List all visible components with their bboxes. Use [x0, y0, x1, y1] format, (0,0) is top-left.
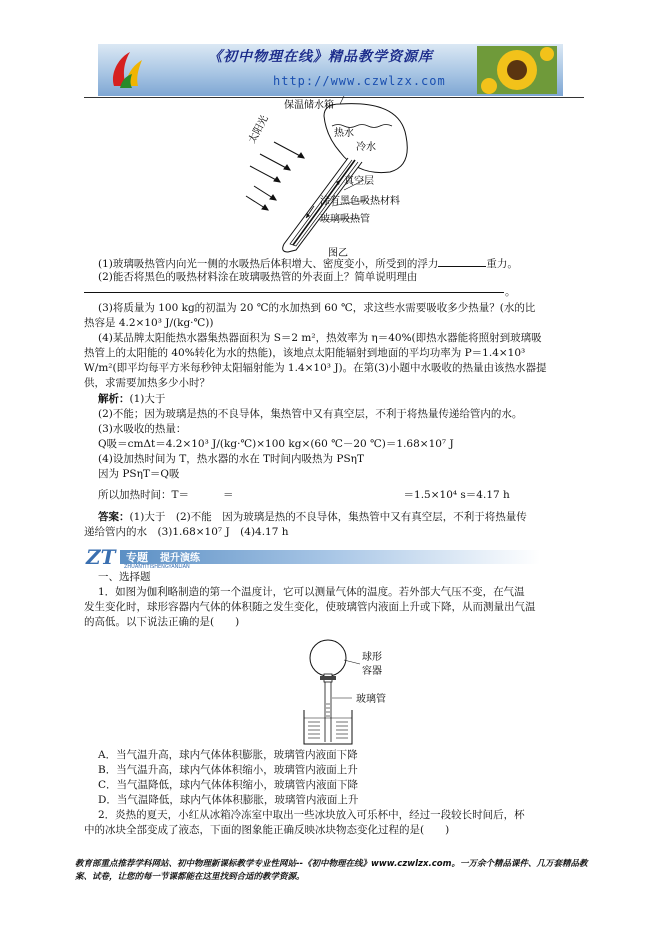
solution-line-5: 因为 PSηT＝Q吸 — [98, 468, 180, 480]
label-cold-water: 冷水 — [356, 142, 376, 153]
question-4-line-3: W/m²(即平均每平方米每秒钟太阳辐射能为 1.4×10³ J)。在第(3)小题中水吸收的热量由该热水器提 — [84, 362, 547, 374]
answer-line-2: 递给管内的水 (3)1.68×10⁷ J (4)4.17 h — [84, 526, 289, 538]
sunflower-icon — [477, 46, 557, 94]
galileo-thermometer-figure — [290, 638, 440, 746]
question-3-line-2: 热容是 4.2×10³ J/(kg·℃)) — [84, 317, 214, 329]
section-subtitle: 提升演练 — [160, 553, 200, 564]
section-title: 专题 — [126, 551, 148, 564]
solution-line-3: (3)水吸收的热量： — [98, 423, 187, 435]
question-4-line-4: 供，求需要加热多少小时？ — [84, 377, 210, 389]
section-badge: ZT — [86, 546, 116, 568]
label-sunlight: 太阳光 — [246, 113, 271, 146]
answer-label: 答案： — [98, 511, 130, 523]
question-2-end: 。 — [505, 286, 516, 298]
solution-line-2: (2)不能；因为玻璃是热的不良导体，集热管中又有真空层，不利于将热量传递给管内的水。 — [98, 408, 523, 420]
mcq-q2-line-1: 2．炎热的夏天，小红从冰箱冷冻室中取出一些冰块放入可乐杯中，经过一段较长时间后，杯 — [98, 809, 525, 821]
header-banner — [98, 44, 563, 96]
question-2: (2)能否将黑色的吸热材料涂在玻璃吸热管的外表面上？简单说明理由 — [98, 271, 418, 283]
section-pinyin: ZHUANTITISHENGYANLIAN — [124, 564, 190, 568]
label-hot-water: 热水 — [334, 128, 354, 139]
logo-icon — [104, 48, 150, 92]
label-coating: 涂有黑色吸热材料 — [320, 196, 400, 207]
label-glass-pipe: 玻璃管 — [356, 694, 386, 705]
label-glass-tube: 玻璃吸热管 — [320, 214, 370, 225]
solution-line-1: 解析：(1)大于 — [98, 393, 166, 405]
mcq-q2-line-2: 中的冰块全部变成了液态，下面的图象能正确反映冰块物态变化过程的是( ) — [84, 824, 450, 836]
answer-line[interactable] — [84, 292, 504, 293]
option-a[interactable]: A．当气温升高，球内气体体积膨胀，玻璃管内液面下降 — [98, 749, 358, 761]
solution-label: 解析： — [98, 393, 130, 405]
figure1-caption: 图乙 — [328, 248, 348, 258]
question-1: (1)玻璃吸热管内向光一侧的水吸热后体积增大、密度变小，所受到的浮力 重力。 — [84, 255, 598, 272]
mcq-q1-line-3: 的高低。以下说法正确的是( ) — [84, 616, 240, 628]
label-vacuum-layer: 真空层 — [344, 176, 374, 187]
footer-note: 教育部重点推荐学科网站、初中物理新课标教学专业性网站--《初中物理在线》www.czwlzx.com。一万余个精品课件、几万套精品教案、试卷，让您的每一节课都能在这里找到合适的教学资源。 — [75, 859, 588, 882]
solution-formula: Q吸＝cmΔt＝4.2×10³ J/(kg·℃)×100 kg×(60 ℃－20 ℃)＝1.68×10⁷ J — [98, 438, 454, 450]
option-c[interactable]: C．当气温降低，球内气体体积缩小，玻璃管内液面下降 — [98, 779, 359, 791]
question-4-line-1: (4)某品牌太阳能热水器集热器面积为 S＝2 m²，热效率为 η＝40%(即热水器能将照射到玻璃吸 — [98, 332, 542, 344]
header-title: 《初中物理在线》精品教学资源库 — [208, 49, 433, 65]
label-container: 容器 — [362, 666, 382, 677]
mcq-q1-line-1: 1．如图为伽利略制造的第一个温度计，它可以测量气体的温度。若外部大气压不变，在气温 — [98, 586, 525, 598]
header-url[interactable]: http://www.czwlzx.com — [273, 74, 446, 88]
option-d[interactable]: D．当气温降低，球内气体体积膨胀，玻璃管内液面上升 — [98, 794, 359, 806]
section-banner — [84, 546, 584, 568]
solar-heater-figure — [240, 96, 460, 258]
answer-line-1: 答案：(1)大于 (2)不能 因为玻璃是热的不良导体，集热管中又有真空层，不利于将热量传 — [98, 511, 527, 523]
mcq-q1-line-2: 发生变化时，球形容器内气体的体积随之发生变化，使玻璃管内液面上升或下降，从而测量出气温 — [84, 601, 536, 613]
question-4-line-2: 热管上的太阳能的 40%转化为水的热能)，该地点太阳能辐射到地面的平均功率为 P＝1.4×10³ — [84, 347, 526, 359]
solution-line-6: 所以加热时间：T＝ ＝ ＝1.5×10⁴ s＝4.17 h — [98, 489, 510, 501]
mcq-heading: 一、选择题 — [98, 571, 151, 583]
solution-line-4: (4)设加热时间为 T，热水器的水在 T时间内吸热为 PSηT — [98, 453, 364, 465]
option-b[interactable]: B．当气温升高，球内气体体积缩小，玻璃管内液面上升 — [98, 764, 358, 776]
label-sphere: 球形 — [362, 652, 382, 663]
question-3-line-1: (3)将质量为 100 kg的初温为 20 ℃的水加热到 60 ℃，求这些水需要吸收多少热量？(水的比 — [98, 302, 536, 314]
blank-1[interactable] — [438, 255, 486, 267]
label-storage-tank: 保温储水箱 — [284, 100, 334, 111]
